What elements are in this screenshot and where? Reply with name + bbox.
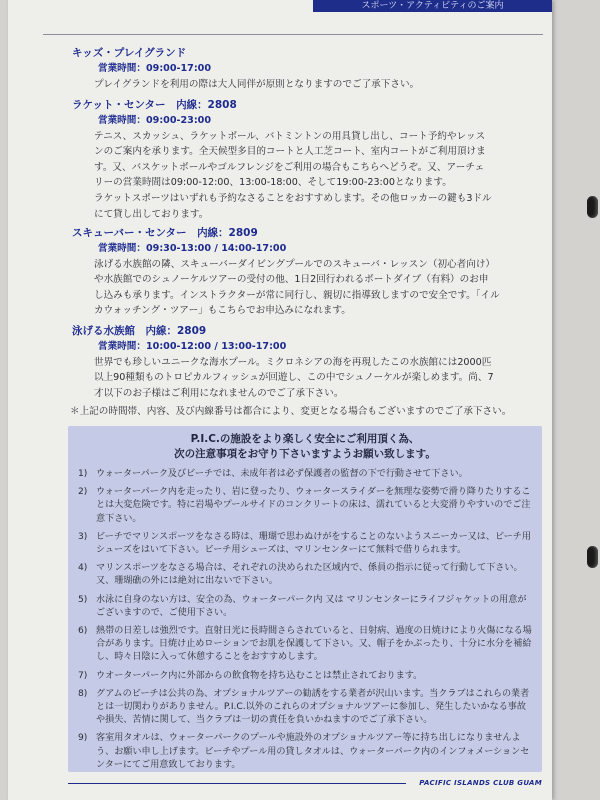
notice-title: P.I.C.の施設をより楽しく安全にご利用頂く為、 次の注意事項をお守り下さいますようお願い致します。 xyxy=(174,433,436,460)
notice-item: 2) ウォーターパーク内を走ったり、岩に登ったり、ウォータースライダーを無理な姿勢で滑り降りたりすることは大変危険です。特に岩場やプールサイドのコンクリートの床は、濡れていると大変滑りやすいのでご注意下さい。 xyxy=(78,487,531,524)
header-band: スポーツ・アクティビティのご案内 xyxy=(313,0,552,12)
safety-notice-box xyxy=(68,426,542,772)
section-extension: 内線：2808 xyxy=(176,99,237,111)
top-divider xyxy=(43,34,543,35)
section-description: プレイグランドを利用の際は大人同伴が原則となりますのでご了承下さい。 xyxy=(94,78,420,90)
section-kids-playground xyxy=(72,46,542,92)
section-title: キッズ・プレイグランド xyxy=(72,47,187,59)
section-hours: 営業時間：10:00-12:00 / 13:00-17:00 xyxy=(98,341,287,352)
section-aquarium xyxy=(72,324,542,401)
section-title: 泳げる水族館 内線：2809 xyxy=(72,325,207,337)
footer-brand: PACIFIC ISLANDS CLUB GUAM xyxy=(419,779,542,787)
notice-item: 5) 水泳に自身のない方は、安全の為、ウォーターパーク内 又は マリンセンターにライフジャケットの用意がございますので、ご使用下さい。 xyxy=(78,594,527,618)
notice-item: 7) ウオーターパーク内に外部からの飲食物を持ち込むことは禁止されております。 xyxy=(78,670,423,681)
section-description: 泳げる水族館の隣、スキューバーダイビングプールでのスキューバ・レッスン（初心者向け） や水族館でのシュノーケルツアーの受付の他、1日2回行われるボートダイブ（有料）のお申 し込みも承ります。インストラクターが常に同行し、親切に指導致しますので安全です。「イル カウォッチング・ツアー」もこちらでお申込みになれます。 xyxy=(94,258,500,317)
section-hours: 営業時間：09:00-23:00 xyxy=(98,115,212,126)
notice-item: 9) 客室用タオルは、ウォーターパークのプールや施設外のオプショナルツアー等に持ち出しになりませんよう、お願い申し上げます。ビーチやプール用の貸しタオルは、ウォーターパーク内のインフォメーションセンターにてご用意致しております。 xyxy=(78,733,530,770)
brochure-page xyxy=(8,0,552,800)
notice-item: 6) 熱帯の日差しは強烈です。直射日光に長時間さらされていると、日射病、過度の日焼けにより火傷になる場合があります。日焼け止めローションでお肌を保護して下さい。又、帽子をかぶったり、十分に水分を補給し、時々日陰に入って休憩することをおすすめします。 xyxy=(78,626,532,663)
notice-item: 4) マリンスポーツをなさる場合は、それぞれの決められた区域内で、係員の指示に従って行動して下さい。又、珊瑚礁の外には絶対に出ないで下さい。 xyxy=(78,563,523,587)
notice-item: 3) ビーチでマリンスポーツをなさる時は、珊瑚で思わぬけがをすることのないようスニーカー又は、ビーチ用シューズをはいて下さい。ビーチ用シューズは、マリンセンターにて無料で借りられます。 xyxy=(78,531,531,556)
section-scuba-center xyxy=(72,226,542,319)
section-extension: 内線：2809 xyxy=(197,227,258,239)
binder-hole xyxy=(587,546,598,568)
footer-rule xyxy=(68,783,406,784)
notice-item: 8) グアムのビーチは公共の為、オプショナルツアーの勧誘をする業者が沢山います。当クラブはこれらの業者とは一切関わりがありません。P.I.C.以外のこれらのオプショナルツアーに参加し、発生したいかなる事故や損失、苦情に関して、当クラブは一切の責任を負いかねますのでご了承下さい。 xyxy=(78,688,530,726)
notice-list xyxy=(68,468,542,772)
section-title: スキューバー・センター 内線：2809 xyxy=(72,227,258,239)
binder-hole xyxy=(587,196,598,218)
notice-item: 1) ウォーターパーク及びビーチでは、未成年者は必ず保護者の監督の下で行動させて下さい。 xyxy=(78,469,468,479)
footnote: ＊上記の時間帯、内容、及び内線番号は都合により、変更となる場合もございますのでご了承下さい。 xyxy=(70,406,512,417)
section-hours: 営業時間：09:30-13:00 / 14:00-17:00 xyxy=(98,243,287,254)
section-racket-center xyxy=(72,98,542,222)
section-description: 世界でも珍しいユニークな海水プール。ミクロネシアの海を再現したこの水族館には2000匹 以上90種類ものトロピカルフィッシュが回遊し、この中でシュノーケルが楽しめます。尚、7 才以下のお子様はご利用になれませんのでご了承下さい。 xyxy=(94,356,494,399)
section-hours: 営業時間：09:00-17:00 xyxy=(98,63,212,74)
section-title: ラケット・センター 内線：2808 xyxy=(72,99,237,111)
section-extension: 内線：2809 xyxy=(145,325,207,337)
section-description: テニス、スカッシュ、ラケットボール、バトミントンの用具貸し出し、コート予約やレッス ンのご案内を承ります。全天候型多目的コートと人工芝コート、室内コートがご利用頂けま す。又、バスケットボールやゴルフレンジをご利用の場合もこちらへどうぞ。又、アーチェ リーの営業時間は09:00-12:00、13:00-18:00、そして19:00-23:00となります。 ラケットスポーツはいずれも予約なさることをおすすめします。その他ロッカーの鍵も3ドル にて貸し出しております。 xyxy=(94,130,492,220)
